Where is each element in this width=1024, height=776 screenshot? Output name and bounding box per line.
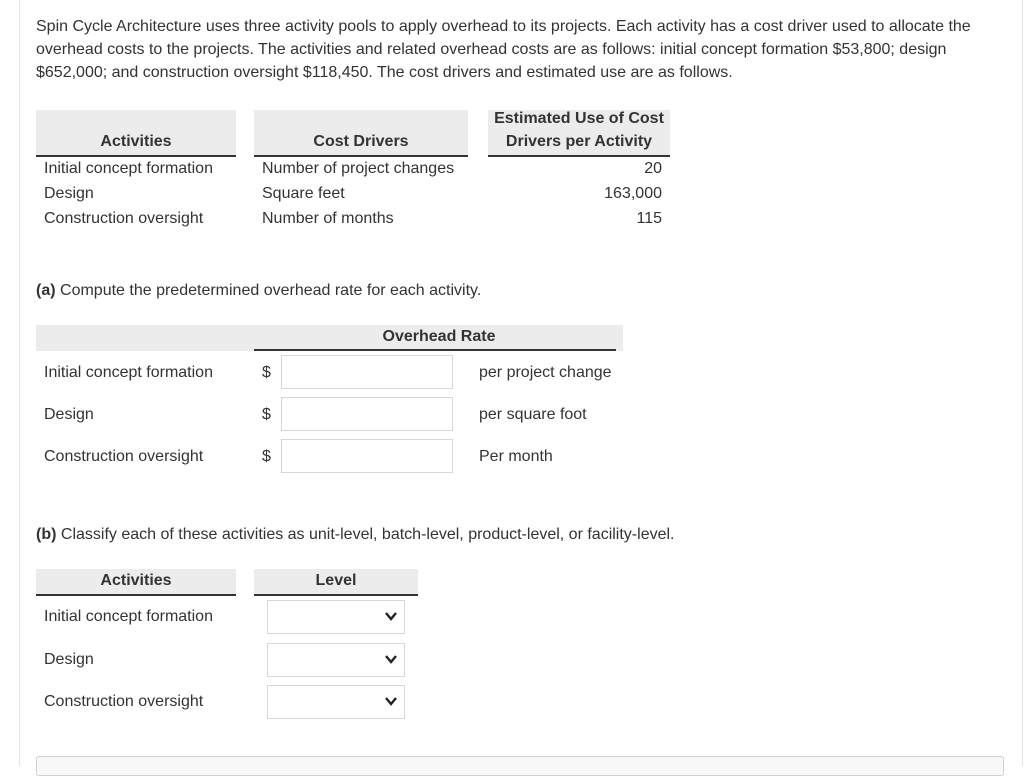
col-header-estimated-use-line2: Drivers per Activity bbox=[505, 133, 653, 150]
driver-row-driver: Number of project changes bbox=[262, 160, 455, 177]
header-rule bbox=[254, 594, 418, 596]
col-header-cost-drivers: Cost Drivers bbox=[313, 133, 409, 150]
driver-row-driver: Number of months bbox=[262, 210, 394, 227]
driver-row-use: 163,000 bbox=[604, 185, 662, 202]
currency-symbol: $ bbox=[262, 448, 271, 465]
currency-symbol: $ bbox=[262, 406, 271, 423]
rate-row-activity: Initial concept formation bbox=[44, 364, 213, 381]
level-select-initial-concept[interactable] bbox=[267, 600, 405, 634]
col-header-activities: Activities bbox=[100, 133, 172, 150]
classification-row-activity: Design bbox=[44, 651, 94, 668]
header-rule bbox=[254, 155, 468, 157]
level-select-design[interactable] bbox=[267, 643, 405, 677]
classification-row-activity: Construction oversight bbox=[44, 693, 204, 710]
col-header-activities: Activities bbox=[100, 572, 172, 589]
header-rule bbox=[254, 349, 616, 351]
rate-unit: per project change bbox=[479, 364, 612, 381]
driver-row-use: 115 bbox=[636, 210, 662, 227]
chevron-down-icon bbox=[384, 694, 398, 708]
rate-input-initial-concept[interactable] bbox=[281, 355, 453, 389]
part-a-question bbox=[36, 282, 481, 300]
rate-row-activity: Construction oversight bbox=[44, 448, 204, 465]
rate-row-activity: Design bbox=[44, 406, 94, 423]
rate-input-design[interactable] bbox=[281, 397, 453, 431]
part-a-text: Compute the predetermined overhead rate for each activity. bbox=[60, 282, 482, 299]
col-header-estimated-use-line1: Estimated Use of Cost bbox=[494, 110, 664, 127]
part-b-question bbox=[36, 526, 674, 544]
currency-symbol: $ bbox=[262, 364, 271, 381]
problem-intro: Spin Cycle Architecture uses three activity pools to apply overhead to its projects. Each activity has a cost driver used to allocate the overhead costs to the projects. The activities and related overhead costs are as follows: initial concept formation $53,800; design $652,000; and construction oversight $118,450. The cost drivers and estimated use are as follows. bbox=[36, 18, 971, 81]
classification-row-activity: Initial concept formation bbox=[44, 608, 213, 625]
rate-input-construction-oversight[interactable] bbox=[281, 439, 453, 473]
next-section-panel bbox=[36, 756, 1004, 776]
part-a-label: (a) bbox=[36, 282, 56, 299]
driver-row-activity: Initial concept formation bbox=[44, 160, 213, 177]
chevron-down-icon bbox=[384, 652, 398, 666]
col-header-level: Level bbox=[315, 572, 357, 589]
driver-row-driver: Square feet bbox=[262, 185, 345, 202]
chevron-down-icon bbox=[384, 609, 398, 623]
rate-unit: per square foot bbox=[479, 406, 587, 423]
part-b-text: Classify each of these activities as unit-level, batch-level, product-level, or facility-level. bbox=[60, 526, 675, 543]
driver-row-activity: Construction oversight bbox=[44, 210, 204, 227]
driver-row-activity: Design bbox=[44, 185, 94, 202]
rate-unit: Per month bbox=[479, 448, 553, 465]
level-select-construction-oversight[interactable] bbox=[267, 685, 405, 719]
col-header-overhead-rate: Overhead Rate bbox=[382, 328, 496, 345]
header-rule bbox=[488, 155, 670, 157]
driver-row-use: 20 bbox=[644, 160, 662, 177]
header-rule bbox=[36, 155, 236, 157]
part-b-label: (b) bbox=[36, 526, 57, 543]
header-rule bbox=[36, 594, 236, 596]
